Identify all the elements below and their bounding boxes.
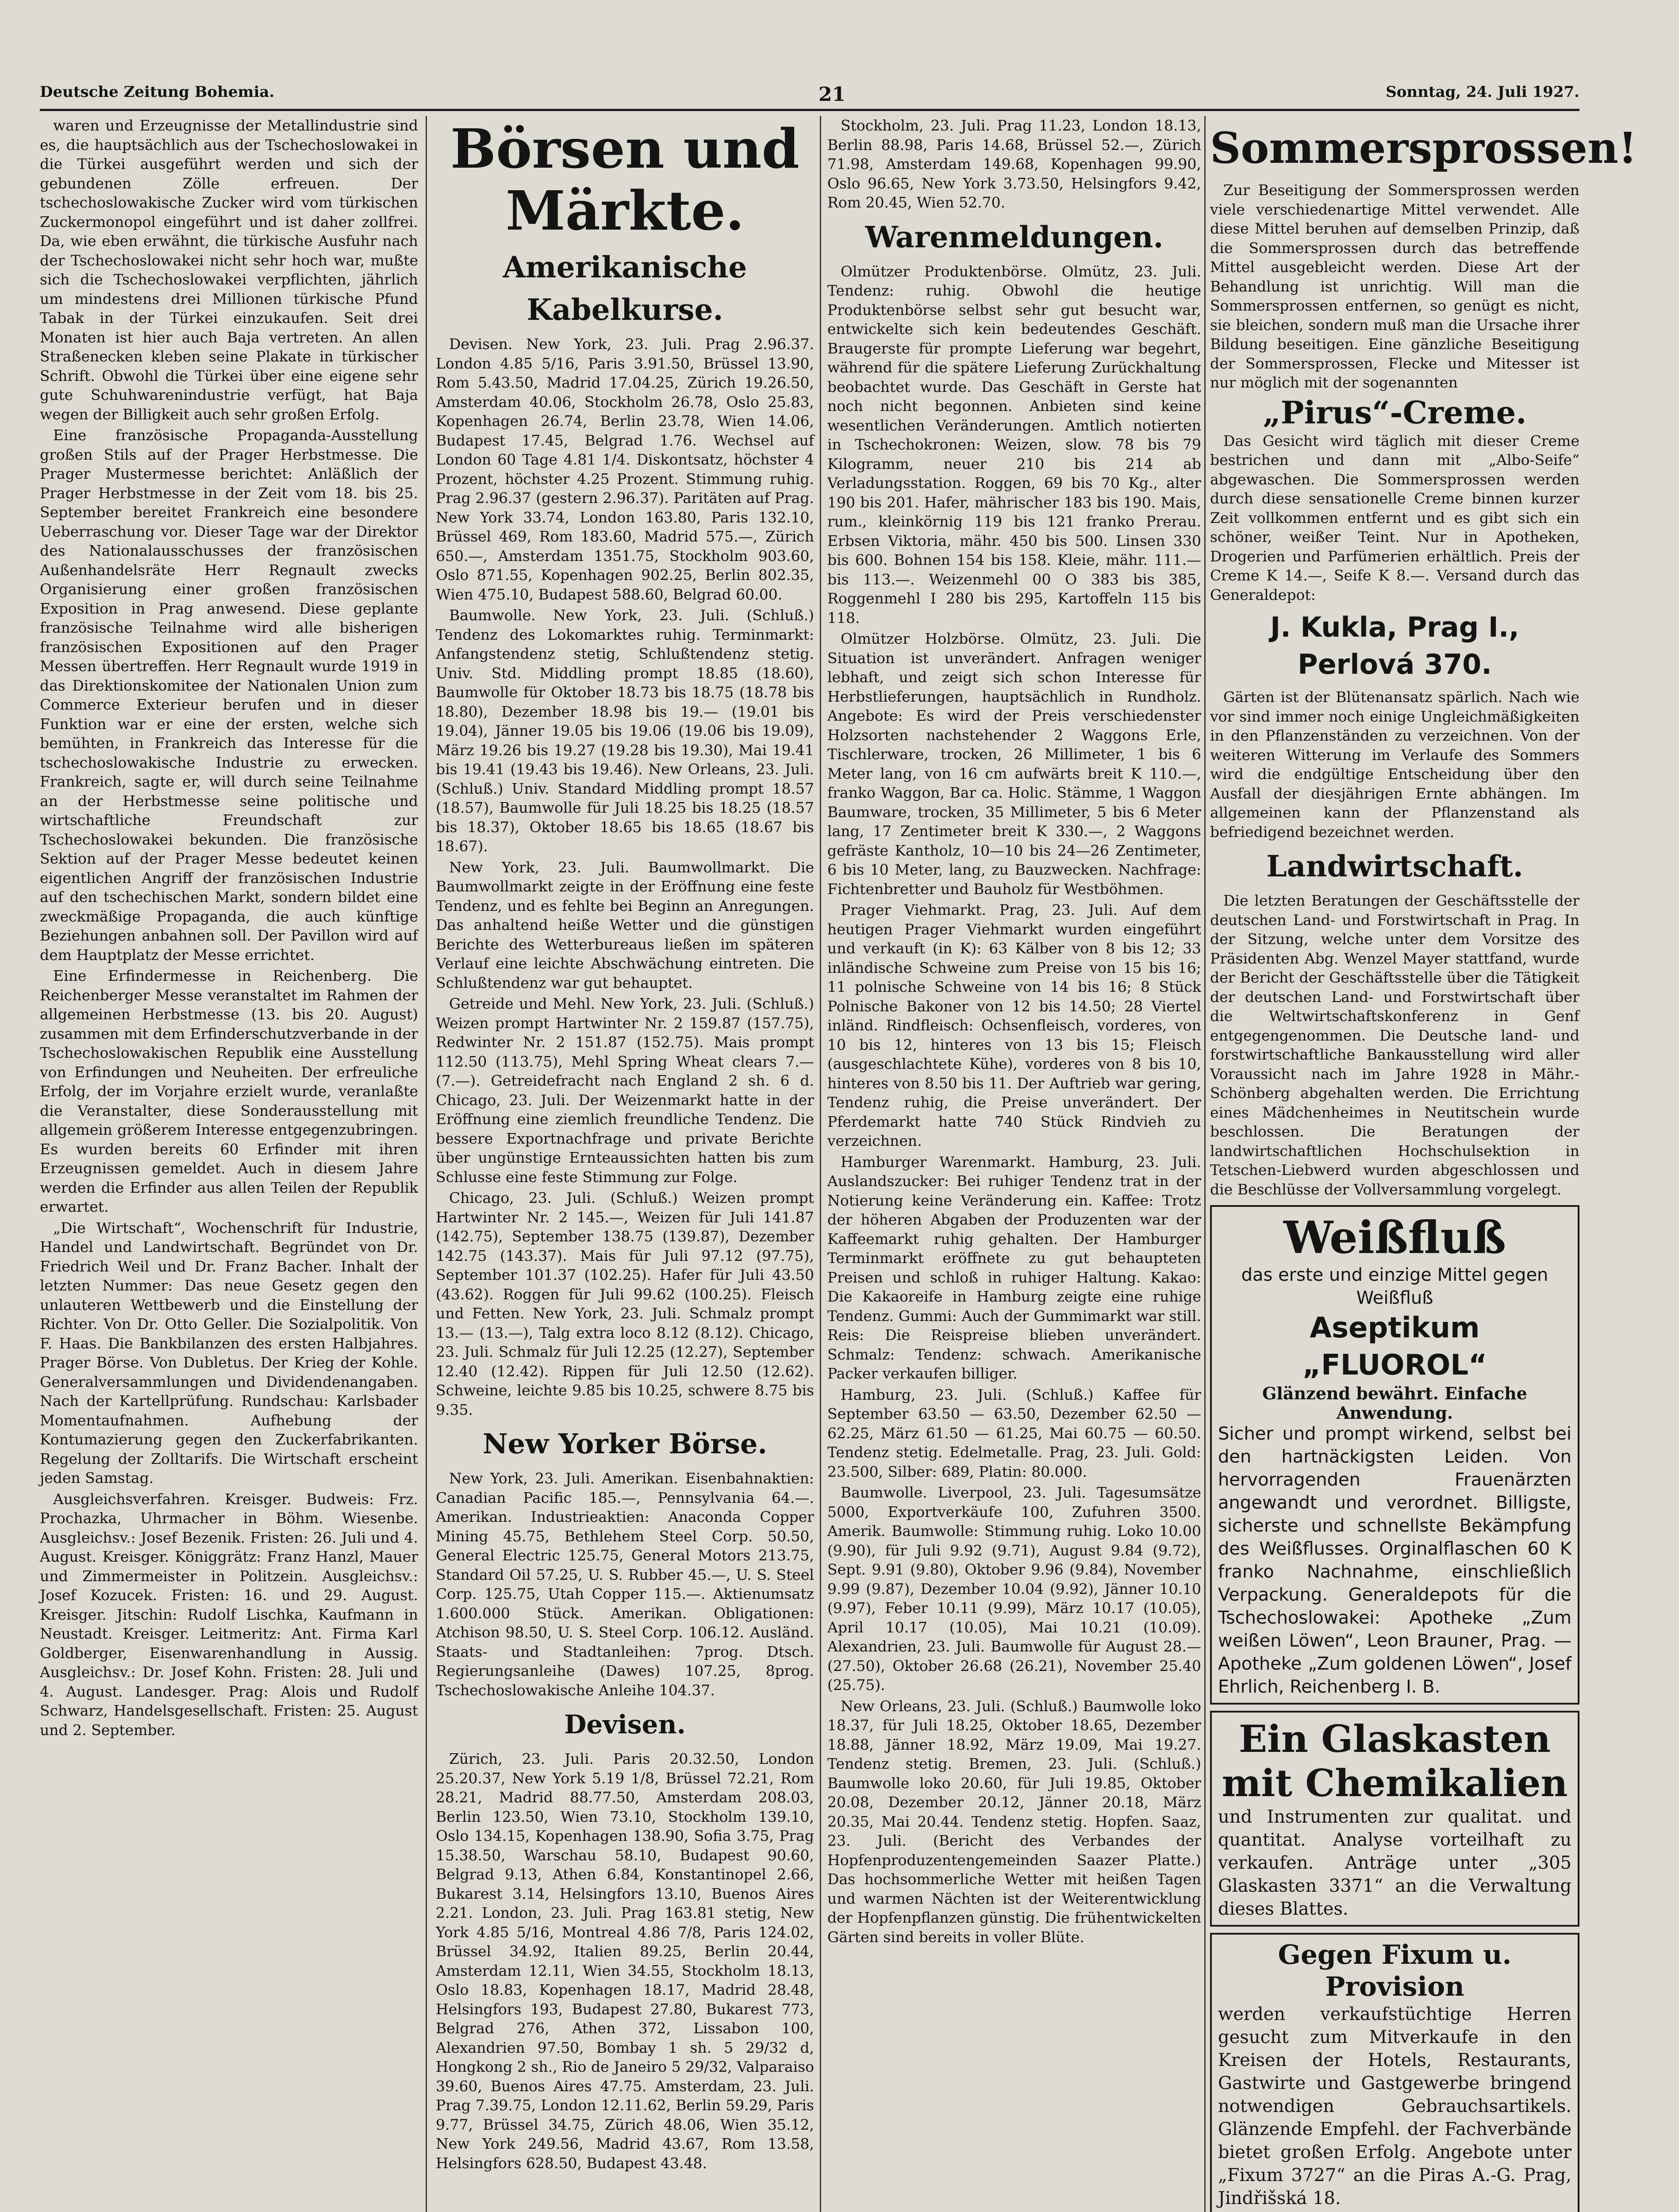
column-4 [1210,116,1637,2212]
ad-sommersprossen [1210,122,1637,174]
paper-name: Deutsche Zeitung Bohemia. [40,83,275,101]
article-text: Getreide und Mehl. New York, 23. Juli. (Schluß.) Weizen prompt Hartwinter Nr. 2 159.87 (157.75), Redwinter Nr. 2 151.87 (152.75). Mais prompt 112.50 (113.75), Mehl Spring Wheat clears 7.— (7.—). Getreidefracht nach England 2 sh. 6 d. Chicago, 23. Juli. Der Weizenmarkt hatte in der Eröffnung eine ziemlich freundliche Tendenz. Die bessere Exportnachfrage und private Berichte über ungünstige Ernteaussichten hatten bis zum Schlusse eine feste Stimmung zur Folge. [436,995,814,1186]
section-title-devisen: Devisen. [564,1709,686,1740]
column-3 [827,116,1201,2212]
column-divider-2 [820,116,821,2212]
ad-text: Das Gesicht wird täglich mit dieser Creme bestrichen und dann mit „Albo-Seife“ abgewaschen. Die Sommersprossen werden durch diese sensationelle Creme binnen kurzer Zeit vollkommen entfernt und es gibt sich ein schöner, weißer Teint. Nur in Apotheken, Drogerien und Parfümerien erhältlich. Preis der Creme K 14.—, Seife K 8.—. Versand durch das Generaldepot: [1210,432,1579,603]
issue-date: Sonntag, 24. Juli 1927. [1386,83,1579,101]
article-text: „Die Wirtschaft“, Wochenschrift für Industrie, Handel und Landwirtschaft. Begründet von Dr. Friedrich Weil und Dr. Franz Bacher. Inhalt der letzten Nummer: Das neue Gesetz gegen den unlauteren Wettbewerb und die Einstellung der Richter. Von Dr. Otto Geller. Die Sozialpolitik. Von F. Haas. Die Bankbilanzen des ersten Halbjahres. Prager Börse. Von Dubletus. Der Krieg der Kohle. Generalversammlungen und Dividendenangaben. Nach der Kartellprüfung. Rundschau: Karlsbader Momentaufnahmen. Aufhebung der Kontumazierung gegen den Zuckerfabrikanten. Regelung der Zolltarifs. Die Wirtschaft erscheint jeden Samstag. [40,1219,418,1486]
ad-title: Gegen Fixum u. Provision [1278,1939,1512,2002]
article-text: New York, 23. Juli. Amerikan. Eisenbahnaktien: Canadian Pacific 185.—, Pennsylvania 64.—. Amerikan. Industrieaktien: Anaconda Copper Mining 45.75, Bethlehem Steel Corp. 50.50, General Electric 125.75, General Motors 213.75, Standard Oil 57.25, U. S. Rubber 45.—, U. S. Steel Corp. 125.75, Utah Copper 115.—. Aktienumsatz 1.600.000 Stück. Amerikan. Obligationen: Atchison 98.50, U. S. Steel Corp. 106.12. Ausländ. Staats- und Stadtanleihen: 7prog. Dtsch. Regierungsanleihe (Dawes) 107.25, 8prog. Tschechoslowakische Anleihe 104.37. [436,1470,814,1699]
column-divider-3 [1204,116,1206,2212]
article-text: Hamburg, 23. Juli. (Schluß.) Kaffee für September 63.50 — 63.50, Dezember 62.50 — 62.25, März 61.50 — 61.25, Mai 60.75 — 60.50. Tendenz stetig. Edelmetalle. Prag, 23. Juli. Gold: 23.500, Silber: 689, Platin: 80.000. [827,1386,1201,1480]
article-text: Baumwolle. Liverpool, 23. Juli. Tagesumsätze 5000, Exportverkäufe 100, Zufuhren 3500. Amerik. Baumwolle: Stimmung ruhig. Loko 10.00 (9.90), für Juli 9.92 (9.71), August 9.84 (9.72), Sept. 9.91 (9.80), Oktober 9.96 (9.84), November 9.99 (9.87), Dezember 10.04 (9.92), Jänner 10.10 (9.97), Feber 10.11 (9.99), März 10.17 (10.05), April 10.17 (10.05), Mai 10.21 (10.09). Alexandrien, 23. Juli. Baumwolle für August 28.— (27.50), Oktober 26.68 (26.21), November 25.40 (25.75). [827,1484,1201,1694]
ad-title: Weißfluß [1283,1211,1506,1263]
article-text: Eine Erfindermesse in Reichenberg. Die Reichenberger Messe veranstaltet im Rahmen der allgemeinen Herbstmesse (13. bis 20. August) zusammen mit dem Erfinderschutzverbande in der Tschechoslowakischen Republik eine Ausstellung von Erfindungen und Neuheiten. Der erfreuliche Erfolg, der im Vorjahre erzielt wurde, veranlaßte die Veranstalter, diese Sonderausstellung mit allgemein größerem Interesse entgegenzubringen. Es wurden bereits 60 Erfinder mit ihren Erzeugnissen gemeldet. Auch in diesem Jahre werden die Erfinder aus allen Teilen der Republik erwartet. [40,967,418,1215]
article-text: waren und Erzeugnisse der Metallindustrie sind es, die hauptsächlich aus der Tschechoslowakei in die Türkei ausgeführt werden und sich der gebundenen Zölle erfreuen. Der tschechoslowakische Zucker wird vom türkischen Zuckermonopol eingeführt und ist daher zollfrei. Da, wie eben erwähnt, die türkische Ausfuhr nach der Tschechoslowakei nicht sehr hoch war, mußte sich die Tschechoslowakei verpflichten, jährlich um mindestens drei Millionen türkische Pfund Tabak in der Türkei einzukaufen. Seit drei Monaten ist hier auch Baja vertreten. An allen Straßenecken kleben seine Plakate in türkischer Schrift. Obwohl die Türkei über eine eigene sehr gute Schuhwarenindustrie verfügt, hat Baja wegen der Billigkeit auch sehr großen Erfolg. [40,117,418,423]
ad-product-name: „Pirus“-Creme. [1263,394,1527,431]
article-text: Baumwolle. New York, 23. Juli. (Schluß.) Tendenz des Lokomarktes ruhig. Terminmarkt: Anfangstendenz stetig, Schlußtendenz stetig. Univ. Std. Middling prompt 18.85 (18.60), Baumwolle für Oktober 18.73 bis 18.75 (18.78 bis 18.80), Dezember 18.98 bis 19.— (19.01 bis 19.04), Jänner 19.05 bis 19.06 (19.06 bis 19.09), März 19.26 bis 19.27 (19.28 bis 19.30), Mai 19.41 bis 19.41 (19.43 bis 19.46). New Orleans, 23. Juli. (Schluß.) Univ. Standard Middling prompt 18.57 (18.57), Baumwolle für Juli 18.25 bis 18.25 (18.57 bis 18.37), Oktober 18.65 bis 18.65 (18.67 bis 18.67). [436,607,814,855]
section-title-kabelkurse: Amerikanische Kabelkurse. [503,250,747,327]
ad-product-name: Aseptikum „FLUOROL“ [1302,1312,1487,1382]
section-title-warenmeldungen: Warenmeldungen. [865,219,1164,254]
header-rule [40,109,1579,111]
column-1 [40,116,418,2212]
article-text: Hamburger Warenmarkt. Hamburg, 23. Juli. Auslandszucker: Bei ruhiger Tendenz trat in der Notierung keine Veränderung ein. Kaffee: Trotz der höheren Abgaben der Produzenten war der Kaffeemarkt ruhig gehalten. Der Hamburger Terminmarkt eröffnete zu gut behaupteten Preisen und schloß in ruhiger Haltung. Kakao: Die Kakaoreife in Hamburg zeigte eine ruhige Tendenz. Gummi: Auch der Gummimarkt war still. Reis: Die Reispreise blieben unverändert. Schmalz: Tendenz: schwach. Amerikanische Packer verkaufen billiger. [827,1153,1201,1382]
article-text: New Orleans, 23. Juli. (Schluß.) Baumwolle loko 18.37, für Juli 18.25, Oktober 18.65, Dezember 18.88, Jänner 18.92, März 19.09, Mai 19.27. Tendenz stetig. Bremen, 23. Juli. (Schluß.) Baumwolle loko 20.60, für Juli 19.85, Oktober 20.08, Dezember 20.12, Jänner 20.18, März 20.35, Mai 20.44. Tendenz stetig. Hopfen. Saaz, 23. Juli. (Bericht des Verbandes der Hopfenproduzentengemeinden Saazer Platte.) Das hochsommerliche Wetter mit heißen Tagen und warmen Nächten ist der Weiterentwicklung der Hopfenpflanzen günstig. Die frühentwickelten Gärten sind bereits in voller Blüte. [827,1697,1201,1946]
article-text: Zürich, 23. Juli. Paris 20.32.50, London 25.20.37, New York 5.19 1/8, Brüssel 72.21, Rom 28.21, Madrid 88.77.50, Amsterdam 208.03, Berlin 123.50, Wien 73.10, Stockholm 139.10, Oslo 134.15, Kopenhagen 138.90, Sofia 3.75, Prag 15.38.50, Warschau 58.10, Budapest 90.60, Belgrad 9.13, Athen 6.84, Konstantinopel 2.66, Bukarest 3.14, Helsingfors 13.10, Buenos Aires 2.21. London, 23. Juli. Prag 163.81 stetig, New York 4.85 5/16, Montreal 4.86 7/8, Paris 124.02, Brüssel 34.92, Italien 89.25, Berlin 20.44, Amsterdam 12.11, Wien 34.55, Stockholm 18.13, Oslo 18.83, Kopenhagen 18.17, Madrid 28.48, Helsingfors 193, Budapest 27.80, Bukarest 773, Belgrad 276, Athen 372, Lissabon 100, Alexandrien 97.50, Bombay 1 sh. 5 29/32 d, Hongkong 2 sh., Rio de Janeiro 5 29/32, Valparaiso 39.60, Buenos Aires 47.75. Amsterdam, 23. Juli. Prag 7.39.75, London 12.11.62, Berlin 59.29, Paris 9.77, Brüssel 34.75, Zürich 48.06, Wien 35.12, New York 249.56, Madrid 43.67, Rom 13.58, Helsingfors 628.50, Budapest 43.48. [436,1750,814,2172]
ad-title: Sommersprossen! [1210,123,1637,173]
column-2 [436,116,814,2212]
column-divider-1 [426,116,427,2212]
ad-title: Ein Glaskasten mit Chemikalien [1222,1717,1568,1805]
ad-weissfluss [1210,1205,1579,1705]
article-text: Devisen. New York, 23. Juli. Prag 2.96.37. London 4.85 5/16, Paris 3.91.50, Brüssel 13.90, Rom 5.43.50, Madrid 17.04.25, Zürich 19.26.50, Amsterdam 40.06, Stockholm 26.78, Oslo 25.83, Kopenhagen 26.74, Berlin 23.78, Wien 14.06, Budapest 17.45, Belgrad 1.76. Wechsel auf London 60 Tage 4.81 1/4. Diskontsatz, höchster 4 Prozent, höchster 4.25 Prozent. Stimmung ruhig. Prag 2.96.37 (gestern 2.96.37). Paritäten auf Prag. New York 33.74, London 163.80, Paris 132.10, Brüssel 469, Rom 183.60, Madrid 575.—, Zürich 650.—, Amsterdam 1351.75, Stockholm 903.60, Oslo 871.55, Kopenhagen 902.25, Berlin 802.35, Wien 475.10, Budapest 588.60, Belgrad 60.00. [436,335,814,603]
section-title-landwirtschaft: Landwirtschaft. [1266,849,1523,883]
ad-glaskasten [1210,1711,1579,1927]
page-header [40,83,1579,110]
ad-text: werden verkaufstüchtige Herren gesucht zum Mitverkaufe in den Kreisen der Hotels, Restaurants, Gastwirte und Gastgewerbe bringend notwendigen Gebrauchsartikels. Glänzende Empfehl. der Fachverbände bietet großen Erfolg. Angebote unter „Fixum 3727“ an die Piras A.-G. Prag, Jindřišská 18. [1218,2004,1571,2208]
article-text: Olmützer Produktenbörse. Olmütz, 23. Juli. Tendenz: ruhig. Obwohl die heutige Produktenbörse selbst sehr gut besucht war, entwickelte sich kein bedeutendes Geschäft. Braugerste für prompte Lieferung war begehrt, während für die spätere Lieferung Zurückhaltung beobachtet wurde. Das Geschäft in Gerste hat noch nicht begonnen. Anbieten sind keine wesentlichen Veränderungen. Amtlich notierten in Tschechokronen: Weizen, slow. 78 bis 79 Kilogramm, neuer 210 bis 214 ab Verladungsstation. Roggen, 69 bis 70 Kg., alter 190 bis 201. Hafer, mährischer 183 bis 190. Mais, rum., kleinkörnig 119 bis 121 franko Prerau. Erbsen Viktoria, mähr. 450 bis 500. Linsen 330 bis 600. Bohnen 154 bis 158. Kleie, mähr. 111.— bis 113.—. Weizenmehl 00 O 383 bis 385, Roggenmehl I 280 bis 295, Kartoffeln 115 bis 118. [827,262,1201,626]
article-text: Olmützer Holzbörse. Olmütz, 23. Juli. Die Situation ist unverändert. Anfragen weniger lebhaft, und zeigt sich schon Interesse für Herbstlieferungen, hauptsächlich in Rundholz. Angebote: Es wird der Preis verschiedenster Holzsorten nachstehender 2 Waggons Erle, Tischlerware, trocken, 26 Millimeter, 1 bis 6 Meter lang, von 16 cm aufwärts breit K 110.—, franko Waggon, Bar ca. Holic. Stämme, 1 Waggon Baumware, trocken, 35 Millimeter, 5 bis 6 Meter lang, 17 Zentimeter breit K 330.—, 2 Waggons gefräste Kantholz, 10—10 bis 24—26 Zentimeter, 6 bis 10 Meter, lang, zu Bauzwecken. Nachfrage: Fichtenbretter und Bauholz für Westböhmen. [827,630,1201,898]
article-text: New York, 23. Juli. Baumwollmarkt. Die Baumwollmarkt zeigte in der Eröffnung eine feste Tendenz, und es fehlte bei Beginn an Anregungen. Das anhaltend heiße Wetter und die günstigen Berichte des Wetterbureaus ließen im späteren Verlauf eine leichte Abschwächung eintreten. Die Schlußtendenz war gut behauptet. [436,858,814,991]
ad-fixum-provision [1210,1933,1579,2212]
ad-text: Zur Beseitigung der Sommersprossen werden viele verschiedenartige Mittel verwendet. Alle diese Mittel beruhen auf demselben Prinzip, daß die Sommersprossen durch das betreffende Mittel ausgebleicht werden. Diese Art der Behandlung ist unrichtig. Will man die Sommersprossen entfernen, so genügt es nicht, sie bleichen, sondern muß man die Ursache ihrer Bildung beseitigen. Eine gänzliche Beseitigung der Sommersprossen, Flecke und Mitesser ist nur möglich mit der sogenannten [1210,181,1579,391]
article-text: Die letzten Beratungen der Geschäftsstelle der deutschen Land- und Forstwirtschaft in Prag. In der Sitzung, welche unter dem Vorsitze des Präsidenten Abg. Wenzel Mayer stattfand, wurde der Bericht der Geschäftsstelle über die Tätigkeit der deutschen Land- und Forstwirtschaft über die Weltwirtschaftskonferenz in Genf entgegengenommen. Die Deutsche land- und forstwirtschaftliche Bankausstellung wird aller Voraussicht nach im Jahre 1928 in Mähr.-Schönberg abgehalten werden. Die Errichtung eines Mädchenheimes in Neutitschein wurde beschlossen. Die Beratungen der landwirtschaftlichen Hochschulsektion in Tetschen-Liebwerd wurden abgeschlossen und die Beschlüsse der Vollversammlung vorgelegt. [1210,892,1579,1198]
section-title-ny-boerse: New Yorker Börse. [483,1428,767,1460]
section-title-boersen: Börsen und Märkte. [450,117,799,242]
article-text: Stockholm, 23. Juli. Prag 11.23, London 18.13, Berlin 88.98, Paris 14.68, Brüssel 52.—, Zürich 71.98, Amsterdam 149.68, Kopenhagen 99.90, Oslo 96.65, New York 3.73.50, Helsingfors 9.42, Rom 20.45, Wien 52.70. [827,117,1201,211]
article-text: Ausgleichsverfahren. Kreisger. Budweis: Frz. Prochazka, Uhrmacher in Böhm. Wiesenbe. Ausgleichsv.: Josef Bezenik. Fristen: 26. Juli und 4. August. Kreisger. Königgrätz: Franz Hanzl, Mauer und Zimmermeister in Politzein. Ausgleichsv.: Josef Kozucek. Fristen: 16. und 29. August. Kreisger. Jitschin: Rudolf Lischka, Kaufmann in Neustadt. Kreisger. Leitmeritz: Ant. Firma Karl Goldberger, Eisenwarenhandlung in Aussig. Ausgleichsv.: Dr. Josef Kohn. Fristen: 28. Juli und 4. August. Landesger. Prag: Alois und Rudolf Schwarz, Handelsgesellschaft. Fristen: 25. August und 2. September. [40,1490,418,1739]
ad-claim: Glänzend bewährt. Einfache Anwendung. [1262,1383,1527,1423]
ad-text: Sicher und prompt wirkend, selbst bei den hartnäckigsten Leiden. Von hervorragenden Frauenärzten angewandt und verordnet. Billigste, sicherste und schnellste Bekämpfung des Weißflusses. Orginalflaschen 60 K franko Nachnahme, einschließlich Verpackung. Generaldepots für die Tschechoslowakei: Apotheke „Zum weißen Löwen“, Leon Brauner, Prag. — Apotheke „Zum goldenen Löwen“, Josef Ehrlich, Reichenberg I. B. [1218,1424,1571,1697]
page-number: 21 [818,83,846,106]
article-text: Chicago, 23. Juli. (Schluß.) Weizen prompt Hartwinter Nr. 2 145.—, Weizen für Juli 141.87 (142.75), September 138.75 (139.87), Dezember 142.75 (143.37). Mais für Juli 97.12 (97.75), September 101.37 (102.25). Hafer für Juli 43.50 (43.62). Roggen für Juli 99.62 (100.25). Fleisch und Fetten. New York, 23. Juli. Schmalz prompt 13.— (13.—), Talg extra loco 8.12 (8.12). Chicago, 23. Juli. Schmalz für Juli 12.25 (12.27), September 12.40 (12.42). Rippen für Juli 12.50 (12.62). Schweine, leichte 9.85 bis 10.25, schwere 8.75 bis 9.35. [436,1189,814,1418]
ad-address: J. Kukla, Prag I., Perlová 370. [1270,611,1519,680]
ad-subtitle: das erste und einzige Mittel gegen Weißfluß [1241,1265,1548,1308]
article-text: Eine französische Propaganda-Ausstellung großen Stils auf der Prager Herbstmesse. Die Prager Mustermesse berichtet: Anläßlich der Prager Herbstmesse in der Zeit vom 18. bis 25. September bereitet Frankreich eine besondere Ueberraschung vor. Dieser Tage war der Direktor des Nationalausschusses der französischen Außenhandelsräte Herr Regnault zwecks Organisierung einer großen französischen Exposition in Prag anwesend. Diese geplante französische Teilnahme wird alle bisherigen französischen Expositionen auf den Prager Messen übertreffen. Herr Regnault wurde 1919 in das Direktionskomitee der Nationalen Union zum Commerce Exterieur berufen und in dieser Funktion war er eine der ersten, welche sich bemühten, in Frankreich das Interesse für die tschechoslowakische Industrie zu erwecken. Frankreich, sagte er, will durch seine Teilnahme an der Herbstmesse seine politische und wirtschaftliche Freundschaft zur Tschechoslowakei bekunden. Die französische Sektion auf der Prager Messe bedeutet keinen eigentlichen Angriff der französischen Industrie auf den tschechischen Markt, sondern bildet eine zweckmäßige Propaganda, die auch künftige Beziehungen anbahnen soll. Der Pavillon wird auf dem Hauptplatz der Messe errichtet. [40,426,418,964]
article-text: Prager Viehmarkt. Prag, 23. Juli. Auf dem heutigen Prager Viehmarkt wurden eingeführt und verkauft (in K): 63 Kälber von 8 bis 12; 33 inländische Schweine zum Preise von 15 bis 16; 11 polnische Schweine von 14 bis 16; 8 Stück Polnische Bakoner von 12 bis 14.50; 28 Viertel inländ. Rindfleisch: Ochsenfleisch, vorderes, von 10 bis 12, hinteres von 13 bis 15; Fleisch (ausgeschlachtete Kühe), vorderes von 8 bis 10, hinteres von 8.50 bis 11. Der Auftrieb war gering, Tendenz ruhig, die Preise unverändert. Der Pferdemarkt hatte 740 Stück Rindvieh zu verzeichnen. [827,901,1201,1149]
ad-text: und Instrumenten zur qualitat. und quantitat. Analyse vorteilhaft zu verkaufen. Anträge unter „305 Glaskasten 3371“ an die Verwaltung dieses Blattes. [1218,1807,1571,1919]
article-text: Gärten ist der Blütenansatz spärlich. Nach wie vor sind immer noch einige Ungleichmäßigkeiten in den Pflanzenständen zu verzeichnen. Von der weiteren Witterung im Verlaufe des Sommers wird die endgültige Entscheidung über den Ausfall der diesjährigen Ernte abhängen. Im allgemeinen kann der Pflanzenstand als befriedigend bezeichnet werden. [1210,688,1579,841]
